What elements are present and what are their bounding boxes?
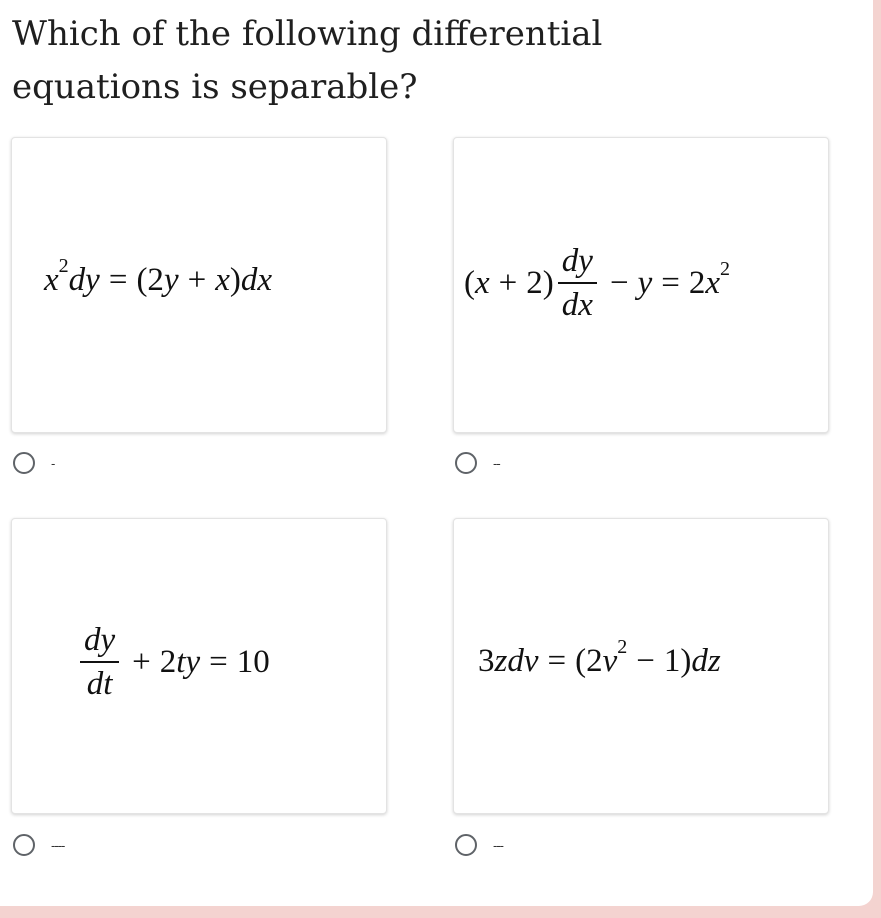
option-b-card[interactable] — [453, 137, 829, 433]
option-b-label: -- — [493, 455, 500, 471]
option-a-radio-row[interactable] — [13, 452, 54, 474]
question-line-1: Which of the following differential — [12, 14, 603, 54]
option-c-label: ---- — [51, 837, 65, 853]
option-a-label: - — [51, 455, 55, 471]
question-text — [12, 8, 652, 114]
option-d-label: --- — [493, 837, 503, 853]
option-d-equation: 3 zdv = (2 v $^2$ − 1) dz — [478, 636, 721, 679]
option-c-radio-row[interactable] — [13, 834, 64, 856]
option-c-radio[interactable] — [13, 834, 35, 856]
question-line-2: equations is separable? — [12, 67, 418, 107]
option-b-equation: ( x + 2) $\frac{dy}{dx}$ − y = 2 x $^2$ — [464, 243, 730, 323]
option-d-radio[interactable] — [455, 834, 477, 856]
option-b-radio-row[interactable] — [455, 452, 500, 474]
option-d-card[interactable] — [453, 518, 829, 814]
option-a-card[interactable] — [11, 137, 387, 433]
option-b-radio[interactable] — [455, 452, 477, 474]
option-c-card[interactable] — [11, 518, 387, 814]
option-c-equation: $\frac{dy}{dt}$ + 2 ty = 10 — [76, 621, 386, 703]
option-d-radio-row[interactable] — [455, 834, 503, 856]
option-a-equation: x $^2$ dy = (2 y + x ) dx — [44, 255, 273, 298]
option-a-radio[interactable] — [13, 452, 35, 474]
